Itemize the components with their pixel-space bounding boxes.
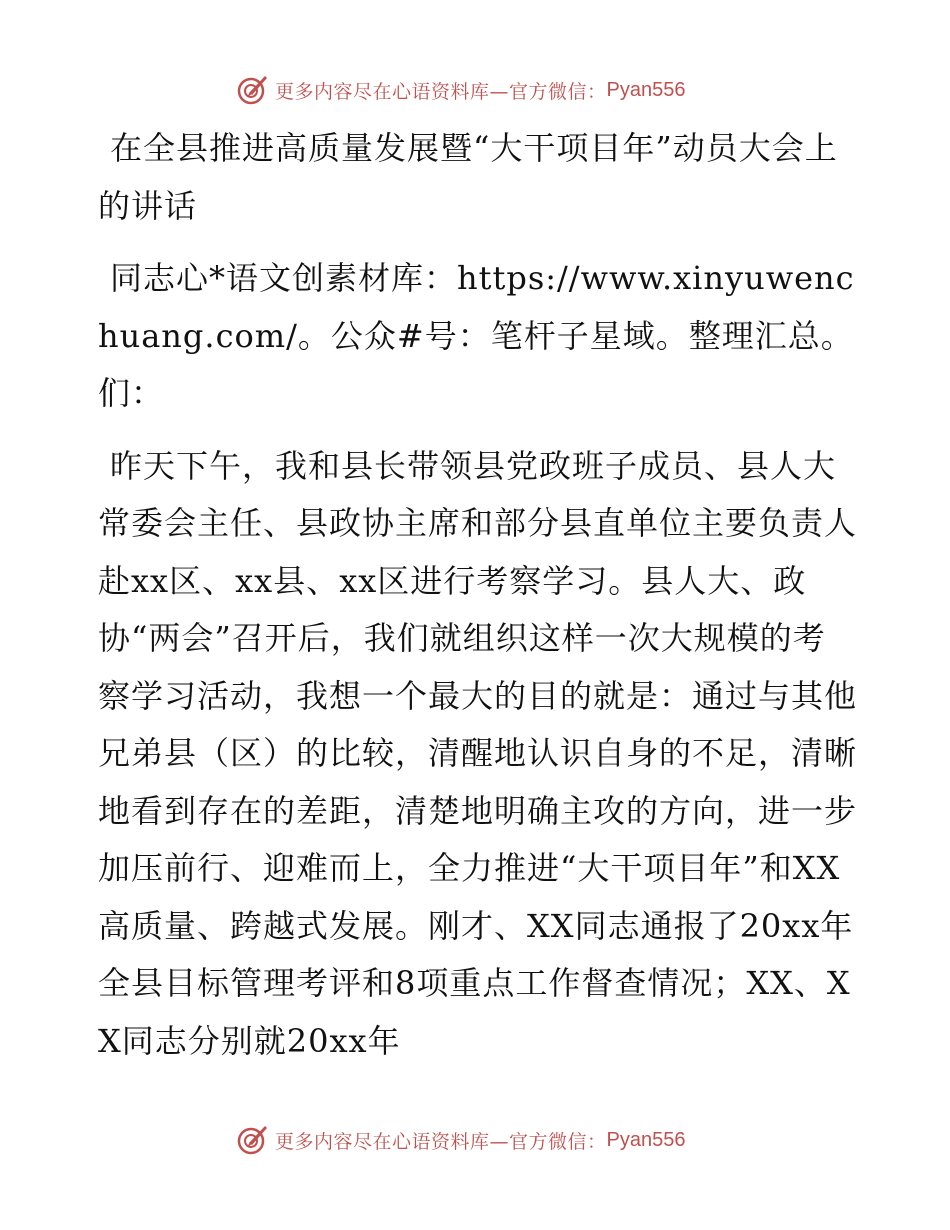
watermark-text: 更多内容尽在心语资料库—官方微信： xyxy=(275,80,607,103)
watermark-text: 更多内容尽在心语资料库—官方微信： xyxy=(275,1130,607,1153)
watermark-handle: Pyan556 xyxy=(606,1128,686,1151)
header-watermark xyxy=(235,72,685,108)
document-title: 在全县推进高质量发展暨“大干项目年”动员大会上的讲话 xyxy=(98,129,838,225)
body-paragraph: 昨天下午，我和县长带领县党政班子成员、县人大常委会主任、县政协主席和部分县直单位主要负责人赴xx区、xx县、xx区进行考察学习。县人大、政协“两会”召开后，我们就组织这样一次大规模的考察学习活动，我想一个最大的目的就是：通过与其他兄弟县（区）的比较，清醒地认识自身的不足，清晰地看到存在的差距，清楚地明确主攻的方向，进一步加压前行、迎难而上，全力推进“大干项目年”和XX高质量、跨越式发展。刚才、XX同志通报了20xx年全县目标管理考评和8项重点工作督查情况；XX、XX同志分别就20xx年 xyxy=(98,446,858,1060)
quill-logo-icon xyxy=(235,1123,269,1157)
greeting-paragraph: 同志心*语文创素材库：https://www.xinyuwenchuang.com/。公众#号：笔杆子星域。整理汇总。们： xyxy=(98,259,855,412)
footer-watermark xyxy=(235,1122,685,1158)
watermark-handle: Pyan556 xyxy=(606,78,686,101)
quill-logo-icon xyxy=(235,73,269,107)
document-body xyxy=(98,120,858,1070)
